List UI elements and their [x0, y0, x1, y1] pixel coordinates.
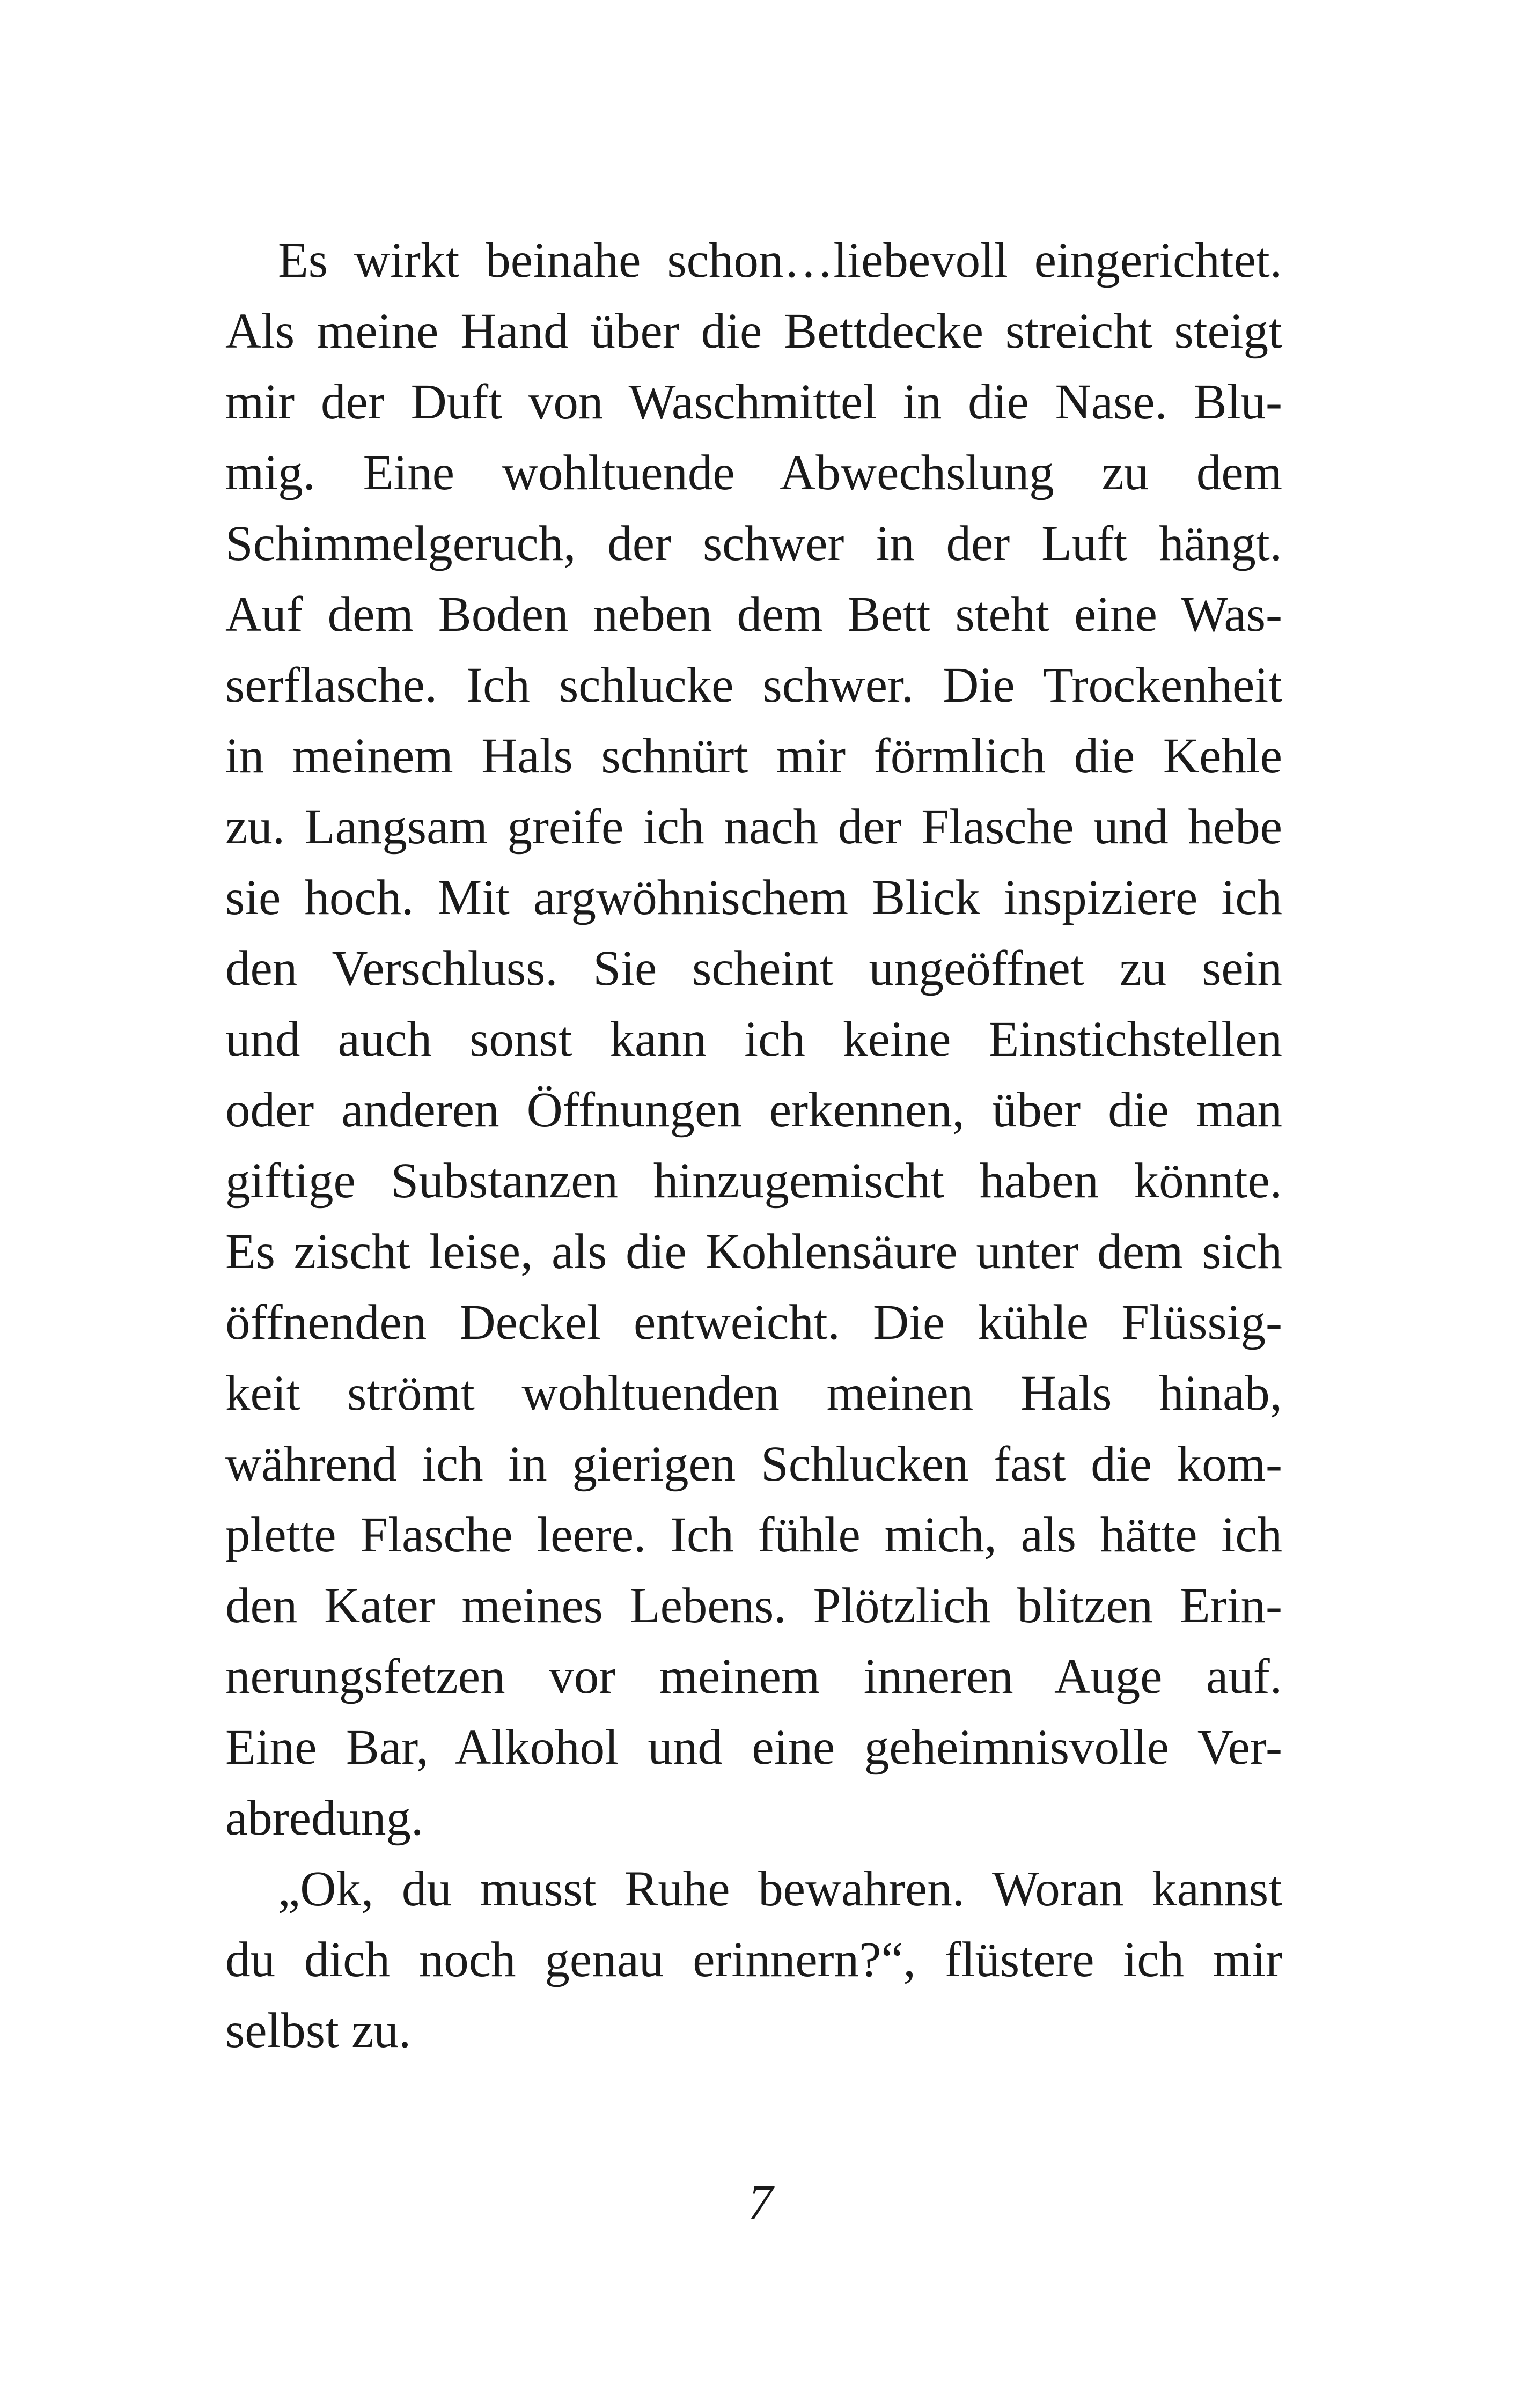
text-line: Schimmelgeruch, der schwer in der Luft hängt.	[225, 516, 1282, 571]
text-line: in meinem Hals schnürt mir förmlich die Kehle	[225, 728, 1282, 784]
text-line: plette Flasche leere. Ich fühle mich, als hätte ich	[225, 1507, 1282, 1563]
text-line: keit strömt wohltuenden meinen Hals hinab,	[225, 1366, 1282, 1421]
text-line: abredung.	[225, 1791, 424, 1846]
text-line: sie hoch. Mit argwöhnischem Blick inspiziere ich	[225, 870, 1282, 925]
text-line: und auch sonst kann ich keine Einstichstellen	[225, 1012, 1282, 1067]
text-line: mig. Eine wohltuende Abwechslung zu dem	[225, 445, 1282, 500]
text-line: Es zischt leise, als die Kohlensäure unter dem sich	[225, 1224, 1282, 1279]
text-line: öffnenden Deckel entweicht. Die kühle Flüssig-	[225, 1295, 1282, 1350]
text-line: während ich in gierigen Schlucken fast die kom-	[225, 1437, 1282, 1492]
body-text	[225, 225, 1282, 2066]
text-line: zu. Langsam greife ich nach der Flasche und hebe	[225, 799, 1282, 855]
text-line: „Ok, du musst Ruhe bewahren. Woran kannst	[278, 1861, 1282, 1917]
text-line: selbst zu.	[225, 2003, 412, 2058]
text-line: giftige Substanzen hinzugemischt haben könnte.	[225, 1153, 1282, 1209]
text-line: Auf dem Boden neben dem Bett steht eine Was-	[225, 587, 1282, 642]
text-line: serflasche. Ich schlucke schwer. Die Trockenheit	[225, 658, 1282, 713]
text-line: Als meine Hand über die Bettdecke streicht steigt	[225, 304, 1282, 359]
text-line: nerungsfetzen vor meinem inneren Auge auf.	[225, 1649, 1282, 1704]
text-line: Eine Bar, Alkohol und eine geheimnisvolle Ver-	[225, 1720, 1282, 1775]
text-line: den Verschluss. Sie scheint ungeöffnet zu sein	[225, 941, 1282, 996]
text-line: Es wirkt beinahe schon…liebevoll eingerichtet.	[278, 233, 1282, 288]
page-number: 7	[748, 2175, 773, 2230]
text-line: mir der Duft von Waschmittel in die Nase. Blu-	[225, 374, 1282, 430]
text-line: den Kater meines Lebens. Plötzlich blitzen Erin-	[225, 1578, 1282, 1633]
text-line: du dich noch genau erinnern?“, flüstere ich mir	[225, 1932, 1282, 1987]
text-line: oder anderen Öffnungen erkennen, über die man	[225, 1083, 1282, 1138]
